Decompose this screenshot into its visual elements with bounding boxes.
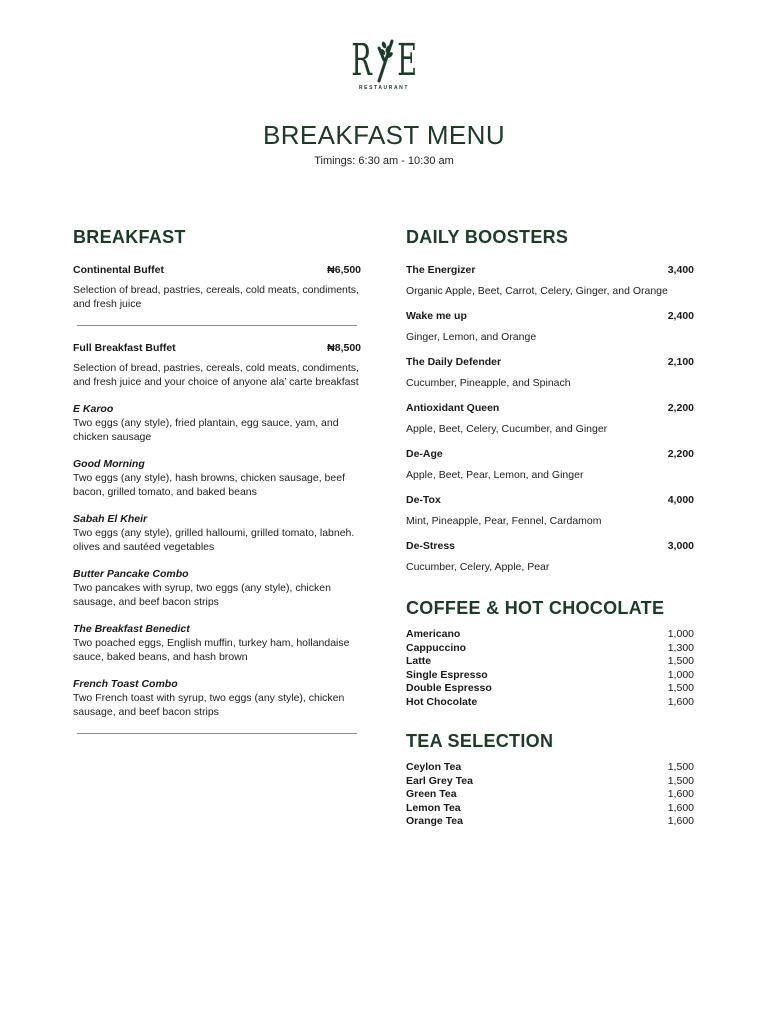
booster-description: Apple, Beet, Pear, Lemon, and Ginger — [406, 469, 584, 481]
coffee-name: Single Espresso — [406, 668, 488, 681]
option-description: Two eggs (any style), hash browns, chicken sausage, beef bacon, grilled tomato, and baked beans — [73, 472, 345, 498]
full-breakfast-item — [73, 342, 361, 389]
breakfast-option — [73, 567, 361, 609]
boosters-list — [406, 264, 694, 574]
booster-name: Wake me up — [406, 310, 467, 322]
tea-name: Earl Grey Tea — [406, 774, 473, 787]
tea-item — [406, 815, 694, 829]
tea-list — [406, 761, 694, 829]
item-price: ₦6,500 — [327, 264, 361, 276]
divider — [77, 733, 357, 734]
option-description: Two French toast with syrup, two eggs (any style), chicken sausage, and beef bacon strips — [73, 692, 345, 718]
booster-description: Ginger, Lemon, and Orange — [406, 331, 537, 343]
logo-subtitle: RESTAURANT — [358, 85, 410, 91]
booster-item — [406, 448, 694, 482]
booster-description: Apple, Beet, Celery, Cucumber, and Ginger — [406, 423, 608, 435]
coffee-price: 1,000 — [667, 668, 694, 681]
tea-price: 1,600 — [667, 815, 694, 827]
wheat-icon — [375, 38, 395, 84]
booster-price: 2,200 — [667, 448, 694, 460]
tea-item — [406, 802, 694, 816]
coffee-name: Cappuccino — [406, 641, 467, 654]
breakfast-option — [73, 457, 361, 499]
coffee-name: Double Espresso — [406, 682, 492, 694]
coffee-price: 1,500 — [667, 655, 694, 667]
item-header — [73, 342, 361, 354]
booster-price: 3,400 — [667, 264, 694, 276]
option-name: Good Morning — [73, 458, 145, 470]
option-name: The Breakfast Benedict — [73, 623, 190, 635]
coffee-item — [406, 642, 694, 656]
option-description: Two eggs (any style), fried plantain, egg sauce, yam, and chicken sausage — [73, 417, 339, 443]
coffee-item — [406, 655, 694, 669]
coffee-price: 1,000 — [667, 628, 694, 640]
timings-text: Timings: 6:30 am - 10:30 am — [314, 155, 454, 167]
logo-wordmark — [345, 35, 422, 86]
booster-description: Cucumber, Celery, Apple, Pear — [406, 561, 550, 573]
coffee-item — [406, 628, 694, 642]
option-name: French Toast Combo — [73, 678, 178, 690]
booster-price: 2,400 — [667, 310, 694, 322]
breakfast-option — [73, 512, 361, 554]
divider — [77, 325, 357, 326]
coffee-name: Hot Chocolate — [406, 695, 478, 708]
booster-item — [406, 494, 694, 528]
booster-name: De-Tox — [406, 494, 441, 506]
tea-price: 1,600 — [667, 788, 694, 800]
tea-price: 1,500 — [667, 774, 694, 787]
option-description: Two poached eggs, English muffin, turkey ham, hollandaise sauce, baked beans, and hash brown — [73, 637, 350, 663]
tea-name: Ceylon Tea — [406, 761, 462, 773]
option-name: E Karoo — [73, 403, 114, 415]
booster-item — [406, 402, 694, 436]
coffee-name: Latte — [406, 655, 432, 667]
tea-price: 1,500 — [667, 761, 694, 773]
booster-description: Organic Apple, Beet, Carrot, Celery, Ginger, and Orange — [406, 285, 668, 297]
item-name: Continental Buffet — [73, 264, 164, 276]
coffee-price: 1,500 — [667, 682, 694, 694]
booster-item — [406, 356, 694, 390]
booster-name: Antioxidant Queen — [406, 402, 500, 414]
coffee-item — [406, 696, 694, 710]
tea-item — [406, 761, 694, 775]
tea-name: Green Tea — [406, 788, 457, 800]
booster-price: 2,200 — [667, 402, 694, 414]
item-description: Selection of bread, pastries, cereals, cold meats, condiments, and fresh juice — [73, 284, 359, 310]
booster-name: De-Age — [406, 448, 443, 460]
coffee-item — [406, 682, 694, 696]
boosters-heading: DAILY BOOSTERS — [406, 227, 569, 247]
tea-price: 1,600 — [667, 801, 694, 814]
booster-description: Mint, Pineapple, Pear, Fennel, Cardamom — [406, 515, 602, 527]
item-description: Selection of bread, pastries, cereals, cold meats, condiments, and fresh juice and your choice of anyone ala’ carte breakfast — [73, 362, 359, 388]
tea-item — [406, 775, 694, 789]
logo-letter-r: R — [351, 35, 373, 86]
breakfast-heading: BREAKFAST — [73, 227, 186, 247]
coffee-item — [406, 669, 694, 683]
option-description: Two pancakes with syrup, two eggs (any style), chicken sausage, and beef bacon strips — [73, 582, 331, 608]
item-name: Full Breakfast Buffet — [73, 342, 176, 354]
logo-letter-e: E — [396, 35, 417, 86]
drinks-column — [406, 226, 694, 829]
coffee-heading: COFFEE & HOT CHOCOLATE — [406, 598, 665, 618]
coffee-name: Americano — [406, 628, 461, 640]
booster-item — [406, 264, 694, 298]
breakfast-option — [73, 622, 361, 664]
item-price: ₦8,500 — [327, 342, 361, 354]
option-name: Butter Pancake Combo — [73, 568, 189, 580]
option-description: Two eggs (any style), grilled halloumi, grilled tomato, labneh. olives and sautéed vegetables — [73, 527, 355, 553]
coffee-price: 1,600 — [667, 695, 694, 708]
booster-description: Cucumber, Pineapple, and Spinach — [406, 377, 571, 389]
booster-item — [406, 310, 694, 344]
breakfast-option — [73, 677, 361, 719]
coffee-price: 1,300 — [667, 641, 694, 654]
tea-name: Lemon Tea — [406, 801, 461, 814]
continental-buffet-item — [73, 264, 361, 311]
tea-item — [406, 788, 694, 802]
breakfast-option — [73, 402, 361, 444]
booster-price: 2,100 — [667, 356, 694, 368]
restaurant-logo — [0, 35, 768, 91]
item-header — [73, 264, 361, 276]
booster-price: 4,000 — [667, 494, 694, 506]
booster-price: 3,000 — [667, 540, 694, 552]
breakfast-column — [73, 226, 361, 734]
page-title: BREAKFAST MENU — [262, 120, 506, 150]
coffee-list — [406, 628, 694, 709]
tea-heading: TEA SELECTION — [406, 731, 554, 751]
booster-item — [406, 540, 694, 574]
booster-name: The Daily Defender — [406, 356, 502, 368]
booster-name: The Energizer — [406, 264, 476, 276]
booster-name: De-Stress — [406, 540, 456, 552]
tea-name: Orange Tea — [406, 815, 463, 827]
option-name: Sabah El Kheir — [73, 513, 148, 525]
